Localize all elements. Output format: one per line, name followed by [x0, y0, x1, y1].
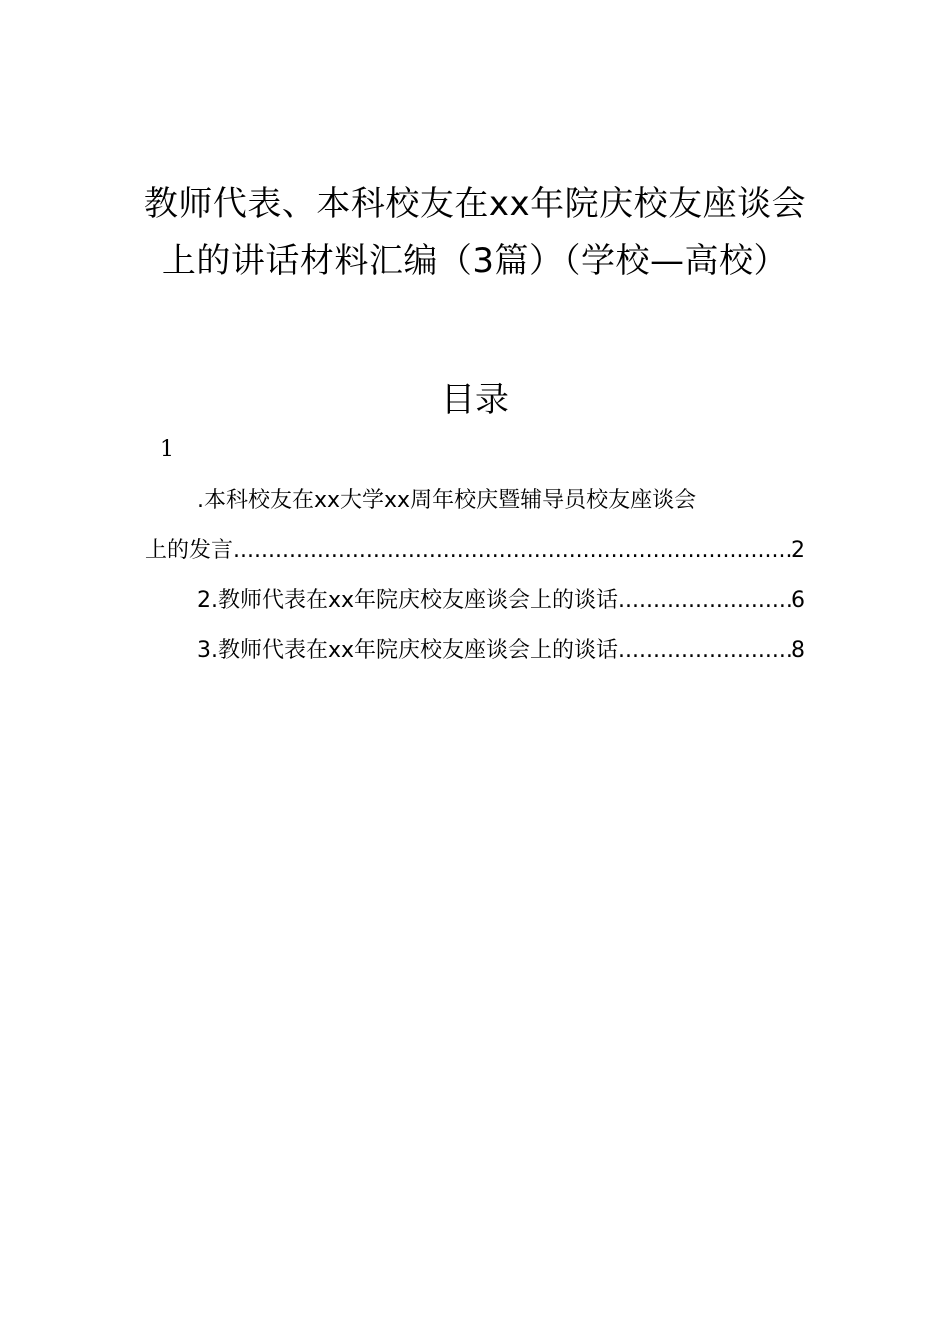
toc-entry-3[interactable]: [145, 626, 805, 676]
toc-entry-2-page: 6: [791, 588, 805, 613]
toc-heading: 目录: [441, 380, 509, 420]
toc-dot-leader: [618, 576, 791, 626]
toc-dot-leader: [618, 626, 791, 676]
toc-entry-1-text: .本科校友在xx大学xx周年校庆暨辅导员校友座谈会: [197, 488, 697, 513]
toc-entry-2-text: 2.教师代表在xx年院庆校友座谈会上的谈话: [197, 588, 619, 613]
toc-entry-2[interactable]: [145, 576, 805, 626]
toc-entry-1-line-2[interactable]: [145, 526, 805, 576]
table-of-contents: [145, 476, 805, 676]
toc-entry-1-text-cont: 上的发言: [145, 538, 234, 563]
toc-entry-3-text: 3.教师代表在xx年院庆校友座谈会上的谈话: [197, 638, 619, 663]
toc-list-marker: 1: [160, 437, 174, 462]
toc-entry-1-line-1[interactable]: [145, 476, 805, 526]
toc-dot-leader: [233, 526, 791, 576]
toc-entry-1-page: 2: [791, 538, 805, 563]
document-title: 教师代表、本科校友在xx年院庆校友座谈会上的讲话材料汇编（3篇）（学校—高校）: [143, 184, 807, 281]
toc-entry-3-page: 8: [791, 638, 805, 663]
